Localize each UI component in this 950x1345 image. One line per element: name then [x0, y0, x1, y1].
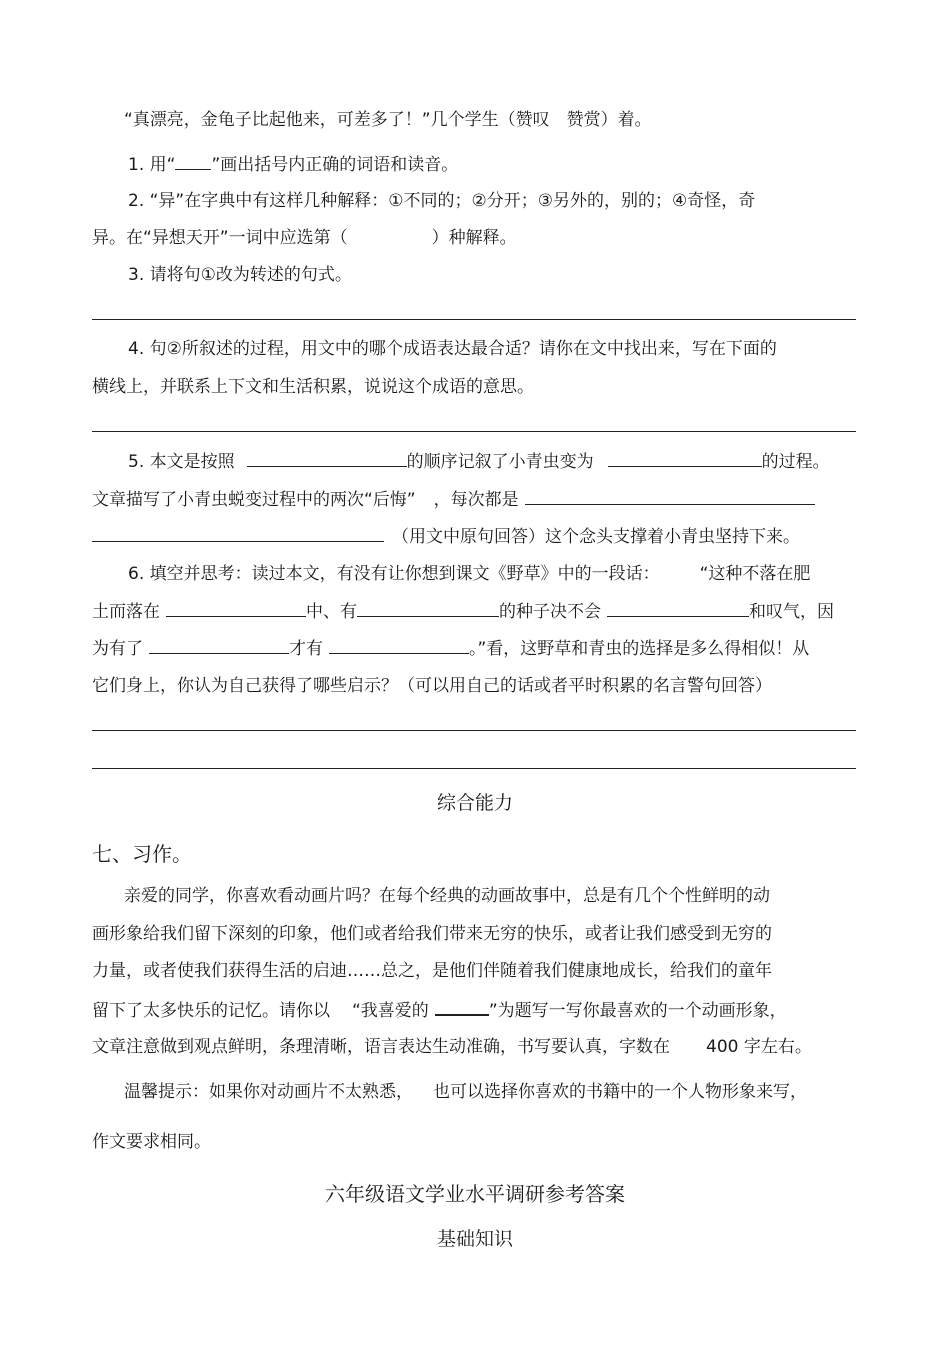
q6-text-c: 土而落在 [92, 602, 160, 622]
w5-text-b: 400 字左右。 [706, 1037, 812, 1057]
question-5-line2 [92, 488, 815, 511]
question-6-line3 [92, 637, 809, 660]
q5-text-c: 的过程。 [761, 452, 830, 472]
tip-text-a: 温馨提示：如果你对动画片不太熟悉， [124, 1082, 413, 1102]
writing-para-line2: 画形象给我们留下深刻的印象，他们或者给我们带来无穷的快乐，或者让我们感受到无穷的 [92, 924, 772, 944]
q2-text-b: ）种解释。 [431, 228, 517, 248]
writing-tip-line1 [124, 1081, 807, 1103]
q6-blank-1[interactable] [166, 600, 306, 617]
q5-text-b: 的顺序记叙了小青虫变为 [406, 452, 594, 472]
answer-line-q4[interactable] [92, 431, 856, 432]
q6-text-i: 。”看，这野草和青虫的选择是多么得相似！从 [469, 639, 810, 659]
writing-para-line3: 力量，或者使我们获得生活的启迪……总之，是他们伴随着我们健康地成长，给我们的童年 [92, 961, 772, 981]
q6-blank-5[interactable] [329, 637, 469, 654]
q5-blank-result[interactable] [608, 450, 762, 467]
q1-text-a: 1. 用“ [128, 155, 176, 175]
question-5-line1 [128, 450, 830, 473]
q5-blank-order[interactable] [247, 450, 407, 467]
intro-paren: （ [498, 110, 516, 130]
q5-blank-quote-1[interactable] [525, 488, 815, 505]
question-6-line1 [128, 563, 810, 585]
answer-key-title: 六年级语文学业水平调研参考答案 [325, 1182, 625, 1206]
intro-options: 赞叹 赞赏 [515, 110, 601, 130]
tip-text-b: 也可以选择你喜欢的书籍中的一个人物形象来写， [433, 1082, 807, 1102]
question-6-line4: 它们身上，你认为自己获得了哪些启示？（可以用自己的话或者平时积累的名言警句回答） [92, 676, 772, 696]
question-1 [128, 153, 458, 176]
q1-blank[interactable] [175, 153, 211, 170]
w4-text-b: “我喜爱的 [352, 1001, 429, 1021]
question-5-line3 [92, 525, 800, 548]
q2-text-a: 异。在“异想天开”一词中应选第（ [92, 228, 348, 248]
q5-text-a: 5. 本文是按照 [128, 452, 235, 472]
question-2-line1: 2. “异”在字典中有这样几种解释：①不同的；②分开；③另外的，别的；④奇怪，奇 [128, 191, 756, 211]
question-2-line2 [92, 227, 517, 249]
section-heading-comprehensive: 综合能力 [436, 792, 513, 814]
w5-text-a: 文章注意做到观点鲜明，条理清晰，语言表达生动准确，书写要认真，字数在 [92, 1037, 670, 1057]
question-intro [124, 109, 652, 131]
intro-paren-close: ） [600, 110, 618, 130]
q6-blank-2[interactable] [357, 600, 499, 617]
answer-line-q3[interactable] [92, 319, 856, 320]
q6-text-h: 才有 [289, 639, 323, 659]
intro-text: “真漂亮，金龟子比起他来，可差多了！”几个学生 [124, 110, 499, 130]
writing-tip-line2: 作文要求相同。 [92, 1132, 211, 1152]
writing-heading: 七、习作。 [92, 842, 192, 866]
q5-text-e: ，每次都是 [433, 490, 519, 510]
writing-para-line1: 亲爱的同学，你喜欢看动画片吗？在每个经典的动画故事中，总是有几个个性鲜明的动 [124, 886, 770, 906]
q6-blank-4[interactable] [149, 637, 289, 654]
q5-text-f: （用文中原句回答）这个念头支撑着小青虫坚持下来。 [392, 527, 800, 547]
answer-line-q6-1[interactable] [92, 730, 856, 731]
question-4-line1: 4. 句②所叙述的过程，用文中的哪个成语表达最合适？请你在文中找出来，写在下面的 [128, 339, 777, 359]
intro-end: 着。 [617, 110, 652, 130]
question-4-line2: 横线上，并联系上下文和生活积累，说说这个成语的意思。 [92, 377, 534, 397]
q6-text-d: 中、有 [306, 602, 357, 622]
q5-text-d: 文章描写了小青虫蜕变过程中的两次“后悔” [92, 490, 416, 510]
q6-text-b: “这种不落在肥 [699, 564, 811, 584]
q6-text-e: 的种子决不会 [499, 602, 601, 622]
q6-text-a: 6. 填空并思考：读过本文，有没有让你想到课文《野草》中的一段话： [128, 564, 660, 584]
q1-text-b: ”画出括号内正确的词语和读音。 [211, 155, 459, 175]
writing-para-line4 [92, 998, 787, 1022]
question-3: 3. 请将句①改为转述的句式。 [128, 265, 352, 285]
q5-blank-quote-2[interactable] [92, 525, 384, 542]
section-heading-basic: 基础知识 [436, 1228, 513, 1250]
w4-text-c: ”为题写一写你最喜欢的一个动画形象， [488, 1001, 787, 1021]
writing-para-line5 [92, 1036, 812, 1058]
answer-line-q6-2[interactable] [92, 768, 856, 769]
q6-text-f: 和叹气，因 [749, 602, 834, 622]
question-6-line2 [92, 600, 834, 623]
title-blank[interactable] [435, 998, 489, 1016]
q6-blank-3[interactable] [607, 600, 749, 617]
w4-text-a: 留下了太多快乐的记忆。请你以 [92, 1001, 330, 1021]
q6-text-g: 为有了 [92, 639, 143, 659]
